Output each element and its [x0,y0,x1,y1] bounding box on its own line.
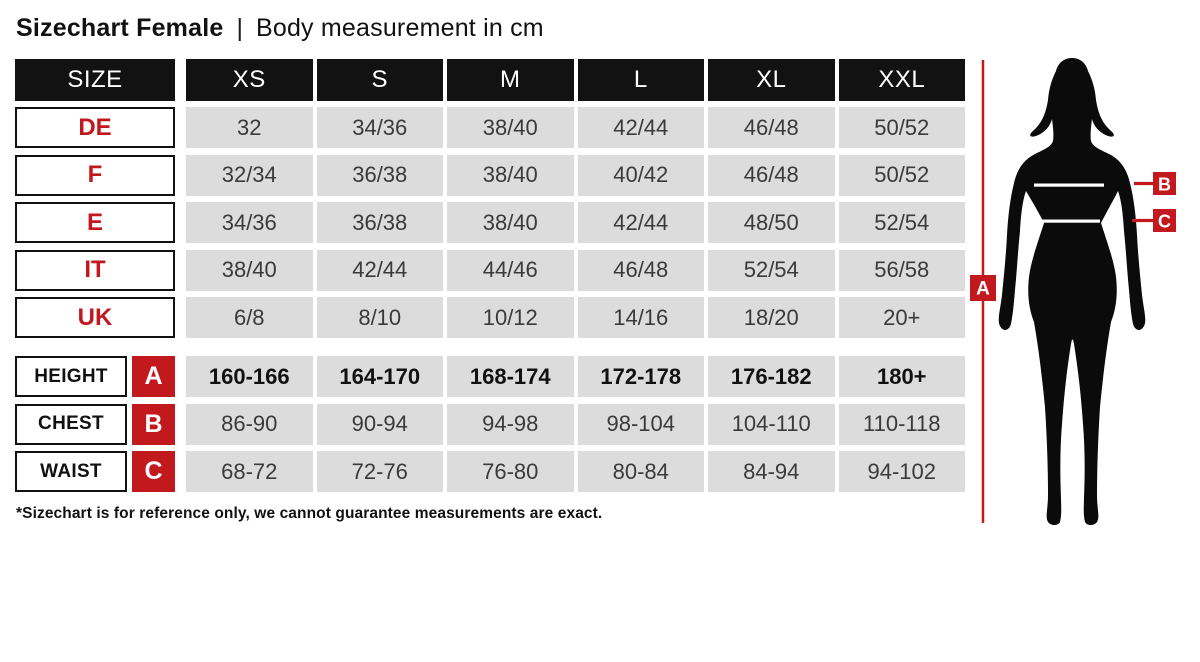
size-cell: 32/34 [186,155,313,196]
row-label-chest: CHEST [15,404,127,445]
marker-b-figure-badge [1134,172,1176,195]
row-label-e: E [15,202,175,243]
measurement-cell: 76-80 [447,451,574,492]
size-cell: 10/12 [447,297,574,338]
row-label-uk: UK [15,297,175,338]
footnote-text: *Sizechart is for reference only, we cannot guarantee measurements are exact. [16,505,603,522]
size-cell: 52/54 [708,250,835,291]
size-cell: 46/48 [708,155,835,196]
size-cell: 56/58 [839,250,966,291]
size-cell: 52/54 [839,202,966,243]
size-cell: 34/36 [186,202,313,243]
column-gap [175,202,186,243]
measurement-cell: 94-102 [839,451,966,492]
row-label-de: DE [15,107,175,148]
column-gap [175,107,186,148]
row-label-f: F [15,155,175,196]
size-cell: 38/40 [186,250,313,291]
measurement-cell: 94-98 [447,404,574,445]
female-silhouette [999,58,1146,525]
header-cell-m: M [447,59,574,101]
size-cell: 8/10 [317,297,444,338]
header-cell-s: S [317,59,444,101]
measurement-cell: 68-72 [186,451,313,492]
page-title [16,14,544,43]
title-separator: | [236,14,243,42]
measurement-cell: 84-94 [708,451,835,492]
measurement-row-height [15,356,965,397]
size-cell: 50/52 [839,107,966,148]
female-silhouette-diagram [960,55,1200,545]
measurement-cell: 172-178 [578,356,705,397]
size-cell: 6/8 [186,297,313,338]
size-cell: 38/40 [447,202,574,243]
header-cell-xl: XL [708,59,835,101]
size-cell: 42/44 [317,250,444,291]
column-gap [175,451,186,492]
size-cell: 32 [186,107,313,148]
row-label-waist: WAIST [15,451,127,492]
measurement-cell: 90-94 [317,404,444,445]
measurement-cell: 168-174 [447,356,574,397]
header-cell-xxl: XXL [839,59,966,101]
size-row-uk [15,297,965,338]
measurement-row-waist [15,451,965,492]
measurement-cell: 72-76 [317,451,444,492]
sizechart-table [15,59,965,499]
size-cell: 46/48 [708,107,835,148]
size-cell: 38/40 [447,107,574,148]
row-label-height: HEIGHT [15,356,127,397]
header-cell-l: L [578,59,705,101]
column-gap [175,155,186,196]
size-cell: 38/40 [447,155,574,196]
chest-line [1034,184,1104,187]
column-gap [175,356,186,397]
waist-line [1041,220,1100,223]
column-gap [175,59,186,101]
marker-a-badge: A [132,356,175,397]
size-cell: 34/36 [317,107,444,148]
size-cell: 42/44 [578,107,705,148]
size-cell: 14/16 [578,297,705,338]
row-label-it: IT [15,250,175,291]
measurement-cell: 160-166 [186,356,313,397]
size-cell: 48/50 [708,202,835,243]
size-cell: 42/44 [578,202,705,243]
column-gap [175,404,186,445]
title-main: Sizechart Female [16,14,224,42]
measurement-cell: 176-182 [708,356,835,397]
svg-text:C: C [1158,211,1171,232]
size-cell: 50/52 [839,155,966,196]
size-row-it [15,250,965,291]
measurement-cell: 104-110 [708,404,835,445]
size-cell: 20+ [839,297,966,338]
column-gap [175,297,186,338]
svg-text:B: B [1158,174,1171,195]
size-row-de [15,107,965,148]
size-row-e [15,202,965,243]
measurement-cell: 80-84 [578,451,705,492]
size-cell: 44/46 [447,250,574,291]
measurement-cell: 164-170 [317,356,444,397]
size-cell: 18/20 [708,297,835,338]
marker-b-badge: B [132,404,175,445]
measurement-cell: 98-104 [578,404,705,445]
measurement-cell: 110-118 [839,404,966,445]
measurement-cell: 86-90 [186,404,313,445]
header-cell-xs: XS [186,59,313,101]
size-cell: 36/38 [317,202,444,243]
measurement-figure [960,55,1200,545]
size-row-f [15,155,965,196]
marker-c-badge: C [132,451,175,492]
header-size-label: SIZE [15,59,175,101]
title-subtitle: Body measurement in cm [255,14,544,42]
column-gap [175,250,186,291]
size-cell: 40/42 [578,155,705,196]
header-row [15,59,965,101]
size-cell: 36/38 [317,155,444,196]
measurement-cell: 180+ [839,356,966,397]
svg-text:A: A [976,278,990,300]
measurement-row-chest [15,404,965,445]
size-cell: 46/48 [578,250,705,291]
marker-a-figure-badge [970,275,996,301]
marker-c-figure-badge [1132,209,1176,232]
